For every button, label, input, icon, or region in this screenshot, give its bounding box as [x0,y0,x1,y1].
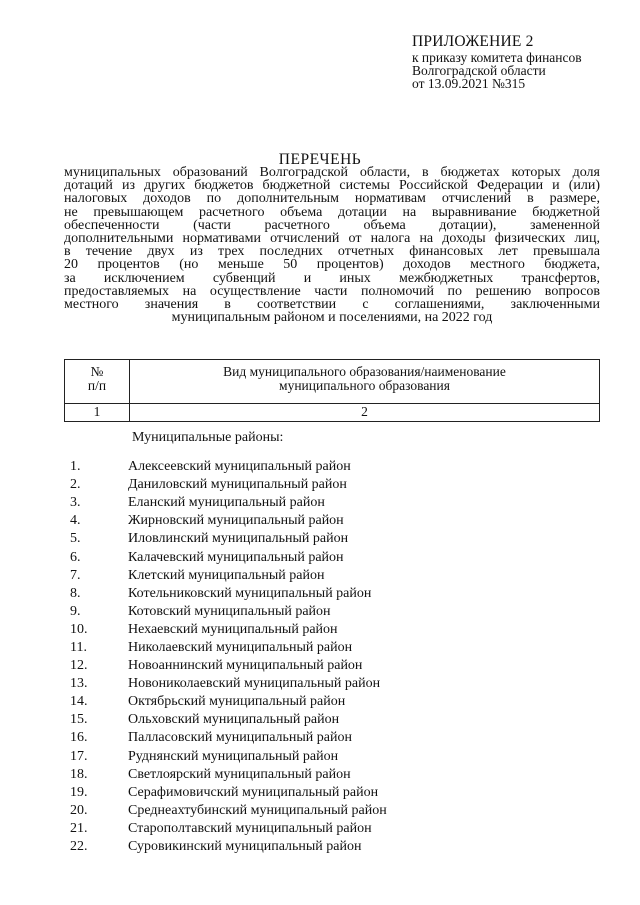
appendix-block [412,33,622,90]
district-number: 4. [70,513,81,529]
district-row [64,657,604,675]
header-number-cell: № п/п [65,360,130,404]
district-name: Серафимовичский муниципальный район [128,784,379,800]
district-number: 20. [70,802,88,818]
district-row [64,476,604,494]
district-number: 22. [70,839,88,855]
district-number: 18. [70,766,88,782]
district-name: Калачевский муниципальный район [128,549,344,565]
district-name: Жирновский муниципальный район [128,513,344,529]
preamble-line: местного значения в соответствии с соглашениями, заключенными [64,297,600,313]
district-name: Новониколаевский муниципальный район [128,676,381,692]
district-row [64,603,604,621]
district-name: Старополтавский муниципальный район [128,820,372,836]
district-name: Среднеахтубинский муниципальный район [128,802,387,818]
district-row [64,838,604,856]
district-number: 15. [70,712,88,728]
district-number: 6. [70,549,81,565]
district-number: 11. [70,639,87,655]
district-row [64,530,604,548]
preamble-line: дополнительными нормативами отчислений от налога на доходы физических лиц, [64,231,600,247]
district-row [64,784,604,802]
preamble-line: 20 процентов (но меньше 50 процентов) доходов местного бюджета, [64,257,600,273]
column-index-1: 1 [65,404,130,422]
district-number: 17. [70,748,88,764]
document-title: ПЕРЕЧЕНЬ [278,151,362,168]
district-row [64,548,604,566]
district-number: 3. [70,495,81,511]
district-name: Руднянский муниципальный район [128,748,339,764]
preamble-line: муниципальных образований Волгоградской области, в бюджетах которых доля [64,165,600,180]
district-list [64,458,604,856]
district-row [64,802,604,820]
district-number: 19. [70,784,88,800]
preamble-line: муниципальным районом и поселениями, на 2022 год [171,310,493,326]
district-row [64,494,604,512]
district-name: Суровикинский муниципальный район [128,839,362,855]
district-number: 13. [70,676,88,692]
district-name: Светлоярский муниципальный район [128,766,351,782]
district-number: 16. [70,730,88,746]
district-name: Палласовский муниципальный район [128,730,352,746]
document-preamble [64,166,600,324]
district-row [64,639,604,657]
district-number: 12. [70,658,88,674]
preamble-line: не превышающем расчетного объема дотации на выравнивание бюджетной [64,204,600,220]
district-number: 14. [70,694,88,710]
district-name: Еланский муниципальный район [128,495,325,511]
district-number: 2. [70,477,81,493]
district-row [64,693,604,711]
appendix-title: ПРИЛОЖЕНИЕ 2 [412,33,534,50]
district-number: 5. [70,531,81,547]
appendix-date-line: от 13.09.2021 №315 [412,76,526,91]
column-index-2: 2 [130,404,600,422]
district-name: Иловлинский муниципальный район [128,531,349,547]
district-number: 9. [70,603,81,619]
district-name: Ольховский муниципальный район [128,712,340,728]
district-name: Октябрьский муниципальный район [128,694,346,710]
header-name-cell: Вид муниципального образования/наименование муниципального образования [130,360,600,404]
district-row [64,748,604,766]
appendix-region-line: Волгоградской области [412,63,546,78]
district-number: 8. [70,585,81,601]
district-name: Нехаевский муниципальный район [128,621,338,637]
preamble-line: обеспеченности (части расчетного объема дотации), замененной [64,217,600,233]
preamble-line: налоговых доходов по дополнительным нормативам отчислений в размере, [64,191,600,207]
appendix-order-line: к приказу комитета финансов [412,50,582,65]
district-name: Николаевский муниципальный район [128,639,353,655]
district-row [64,458,604,476]
district-row [64,567,604,585]
district-row [64,711,604,729]
district-row [64,675,604,693]
district-row [64,621,604,639]
district-number: 1. [70,459,81,475]
district-row [64,512,604,530]
district-name: Новоаннинский муниципальный район [128,658,363,674]
district-row [64,585,604,603]
district-row [64,729,604,747]
district-name: Даниловский муниципальный район [128,477,347,493]
district-row [64,820,604,838]
preamble-line: дотаций из других бюджетов бюджетной системы Российской Федерации и (или) [64,178,600,194]
preamble-line: в течение двух из трех последних отчетных финансовых лет превышала [64,244,600,260]
list-header-table [64,359,600,422]
district-name: Котовский муниципальный район [128,603,331,619]
district-row [64,766,604,784]
district-number: 10. [70,621,88,637]
district-number: 7. [70,567,81,583]
district-name: Клетский муниципальный район [128,567,325,583]
district-number: 21. [70,820,88,836]
district-name: Алексеевский муниципальный район [128,459,351,475]
preamble-line: за исключением субвенций и иных межбюджетных трансфертов, [64,270,600,286]
section-heading: Муниципальные районы: [132,430,284,445]
preamble-line: предоставляемых на осуществление части полномочий по решению вопросов [64,283,600,299]
district-name: Котельниковский муниципальный район [128,585,372,601]
